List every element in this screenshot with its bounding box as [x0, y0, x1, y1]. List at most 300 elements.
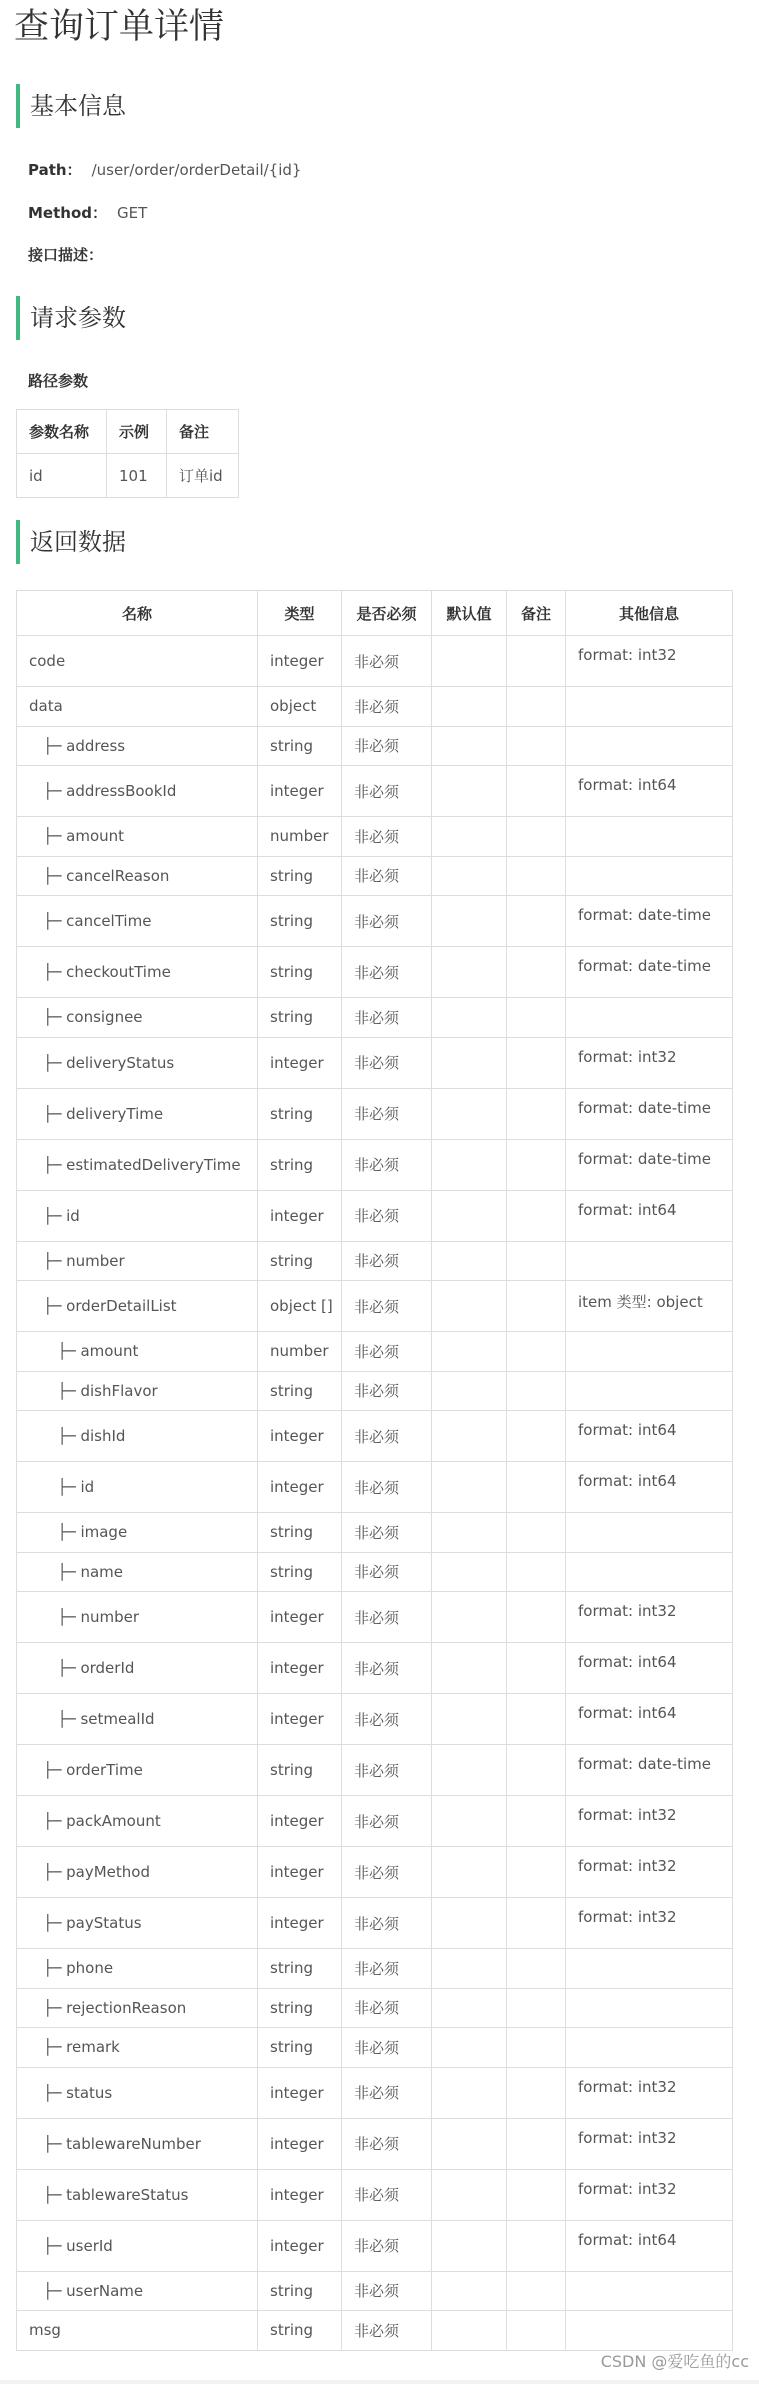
field-default-cell	[432, 636, 507, 687]
field-name-cell	[17, 1552, 258, 1592]
field-name: setmealId	[80, 1710, 155, 1728]
table-row	[17, 2028, 733, 2068]
field-remark-cell	[507, 947, 566, 998]
field-name: amount	[66, 827, 125, 846]
field-default-cell	[432, 1847, 507, 1898]
field-default-cell	[432, 726, 507, 766]
field-other-info-cell	[566, 1332, 733, 1372]
field-remark-cell	[507, 2067, 566, 2118]
field-name: orderTime	[66, 1761, 143, 1779]
path-params-title: 路径参数	[28, 372, 89, 390]
field-type-cell: integer	[258, 766, 342, 817]
path-params-header-name: 参数名称	[17, 410, 107, 454]
field-name: cancelReason	[66, 866, 170, 885]
field-default-cell	[432, 2311, 507, 2351]
field-default-cell	[432, 1241, 507, 1281]
field-remark-cell	[507, 1037, 566, 1088]
field-remark-cell	[507, 1281, 566, 1332]
field-name-cell	[17, 636, 258, 687]
path-params-header-row	[17, 410, 239, 454]
field-name: image	[80, 1523, 128, 1542]
response-header-row	[17, 591, 733, 636]
field-required-cell: 非必须	[342, 1462, 432, 1513]
field-type-cell: integer	[258, 1037, 342, 1088]
field-remark-cell	[507, 1847, 566, 1898]
field-remark-cell	[507, 2118, 566, 2169]
table-row	[17, 636, 733, 687]
response-table	[16, 590, 733, 2351]
path-params-header-example: 示例	[107, 410, 167, 454]
field-default-cell	[432, 1745, 507, 1796]
table-row	[17, 1411, 733, 1462]
field-name-cell	[17, 2169, 258, 2220]
param-remark-cell: 订单id	[167, 454, 239, 498]
field-type-cell: string	[258, 1988, 342, 2028]
field-name: payMethod	[66, 1863, 150, 1881]
param-example-cell: 101	[107, 454, 167, 498]
field-name: msg	[29, 2321, 61, 2340]
tree-branch-icon: ├─	[29, 912, 67, 930]
field-name: estimatedDeliveryTime	[66, 1155, 241, 1174]
field-other-info-cell: format: int64	[566, 1643, 733, 1694]
response-table-body	[17, 636, 733, 2351]
field-default-cell	[432, 1088, 507, 1139]
tree-branch-icon: ├─	[29, 1008, 67, 1027]
field-name: number	[66, 1251, 125, 1270]
field-required-cell: 非必须	[342, 2271, 432, 2311]
field-type-cell: integer	[258, 1898, 342, 1949]
field-remark-cell	[507, 2220, 566, 2271]
table-row	[17, 1037, 733, 1088]
field-type-cell: integer	[258, 2169, 342, 2220]
field-required-cell: 非必须	[342, 1592, 432, 1643]
section-heading-response-data: 返回数据	[16, 520, 126, 564]
field-other-info-cell: format: int64	[566, 1694, 733, 1745]
field-type-cell: string	[258, 726, 342, 766]
field-other-info-cell: format: int64	[566, 2220, 733, 2271]
field-name: status	[66, 2083, 113, 2102]
field-default-cell	[432, 1552, 507, 1592]
field-other-info-cell	[566, 1552, 733, 1592]
section-heading-basic-info: 基本信息	[16, 84, 126, 128]
field-name: address	[66, 736, 126, 755]
field-remark-cell	[507, 2311, 566, 2351]
field-name-cell	[17, 1462, 258, 1513]
field-name: consignee	[66, 1008, 143, 1027]
field-name-cell	[17, 1949, 258, 1989]
field-other-info-cell	[566, 998, 733, 1038]
field-default-cell	[432, 1898, 507, 1949]
field-name: checkoutTime	[66, 963, 171, 981]
field-name-cell	[17, 1332, 258, 1372]
tree-branch-icon: ├─	[29, 1959, 67, 1978]
field-remark-cell	[507, 687, 566, 727]
field-name-cell	[17, 1694, 258, 1745]
field-type-cell: object []	[258, 1281, 342, 1332]
field-name: number	[80, 1608, 139, 1626]
field-required-cell: 非必须	[342, 1088, 432, 1139]
field-name-cell	[17, 947, 258, 998]
method-row	[28, 203, 147, 223]
field-name-cell	[17, 1088, 258, 1139]
field-name: dishId	[80, 1427, 126, 1445]
table-row	[17, 1847, 733, 1898]
field-other-info-cell: format: int64	[566, 1411, 733, 1462]
field-required-cell: 非必须	[342, 1847, 432, 1898]
field-required-cell: 非必须	[342, 998, 432, 1038]
field-other-info-cell: format: int32	[566, 1592, 733, 1643]
table-row	[17, 2118, 733, 2169]
table-row	[17, 1371, 733, 1411]
field-default-cell	[432, 2220, 507, 2271]
field-remark-cell	[507, 1988, 566, 2028]
field-remark-cell	[507, 2169, 566, 2220]
table-row	[17, 1281, 733, 1332]
field-type-cell: string	[258, 2028, 342, 2068]
path-label: Path：	[28, 161, 82, 179]
field-remark-cell	[507, 998, 566, 1038]
field-default-cell	[432, 1513, 507, 1553]
table-row	[17, 726, 733, 766]
header-default: 默认值	[432, 591, 507, 636]
field-required-cell: 非必须	[342, 1694, 432, 1745]
field-other-info-cell	[566, 2028, 733, 2068]
field-required-cell: 非必须	[342, 1949, 432, 1989]
table-row	[17, 817, 733, 857]
field-required-cell: 非必须	[342, 817, 432, 857]
field-other-info-cell: format: int32	[566, 636, 733, 687]
table-row	[17, 1643, 733, 1694]
table-row	[17, 1745, 733, 1796]
field-default-cell	[432, 2067, 507, 2118]
field-name: tablewareNumber	[66, 2134, 201, 2153]
field-default-cell	[432, 1643, 507, 1694]
field-remark-cell	[507, 1332, 566, 1372]
field-other-info-cell: item 类型: object	[566, 1281, 733, 1332]
field-name: name	[80, 1562, 123, 1581]
field-type-cell: string	[258, 1513, 342, 1553]
field-name: orderId	[80, 1659, 135, 1677]
tree-branch-icon: ├─	[29, 2281, 67, 2300]
table-row	[17, 766, 733, 817]
table-row	[17, 2271, 733, 2311]
header-remark: 备注	[507, 591, 566, 636]
field-name-cell	[17, 856, 258, 896]
field-default-cell	[432, 2169, 507, 2220]
tree-branch-icon: ├─	[29, 1914, 67, 1932]
field-name: phone	[66, 1959, 114, 1978]
field-type-cell: integer	[258, 2118, 342, 2169]
field-name: userId	[66, 2236, 113, 2255]
field-default-cell	[432, 1037, 507, 1088]
field-required-cell: 非必须	[342, 2028, 432, 2068]
field-name-cell	[17, 1037, 258, 1088]
table-row	[17, 1552, 733, 1592]
tree-branch-icon: ├─	[29, 827, 67, 846]
field-remark-cell	[507, 766, 566, 817]
table-row	[17, 1513, 733, 1553]
section-heading-request-params: 请求参数	[16, 296, 126, 340]
field-required-cell: 非必须	[342, 687, 432, 727]
field-other-info-cell	[566, 1513, 733, 1553]
tree-branch-icon: ├─	[29, 1053, 67, 1072]
field-type-cell: integer	[258, 2220, 342, 2271]
field-other-info-cell: format: int64	[566, 1462, 733, 1513]
tree-branch-icon: ├─	[29, 1104, 67, 1123]
field-default-cell	[432, 1411, 507, 1462]
field-required-cell: 非必须	[342, 2118, 432, 2169]
field-other-info-cell: format: int32	[566, 2169, 733, 2220]
field-required-cell: 非必须	[342, 947, 432, 998]
field-name-cell	[17, 1241, 258, 1281]
field-remark-cell	[507, 856, 566, 896]
field-required-cell: 非必须	[342, 2067, 432, 2118]
field-other-info-cell: format: int32	[566, 2067, 733, 2118]
table-row	[17, 454, 239, 498]
tree-branch-icon: ├─	[29, 1761, 67, 1779]
field-required-cell: 非必须	[342, 1281, 432, 1332]
field-required-cell: 非必须	[342, 636, 432, 687]
field-name: dishFlavor	[80, 1381, 158, 1400]
table-row	[17, 2220, 733, 2271]
table-row	[17, 1462, 733, 1513]
table-row	[17, 998, 733, 1038]
tree-branch-icon: ├─	[29, 1251, 67, 1270]
field-required-cell: 非必须	[342, 1988, 432, 2028]
field-other-info-cell: format: int32	[566, 1847, 733, 1898]
tree-branch-icon: ├─	[29, 1863, 67, 1881]
field-name: id	[80, 1478, 95, 1496]
field-type-cell: integer	[258, 1694, 342, 1745]
field-name: code	[29, 652, 66, 670]
header-name: 名称	[17, 591, 258, 636]
field-type-cell: integer	[258, 1796, 342, 1847]
field-required-cell: 非必须	[342, 1796, 432, 1847]
table-row	[17, 856, 733, 896]
field-type-cell: integer	[258, 1592, 342, 1643]
field-required-cell: 非必须	[342, 896, 432, 947]
field-remark-cell	[507, 1513, 566, 1553]
field-required-cell: 非必须	[342, 726, 432, 766]
field-required-cell: 非必须	[342, 1241, 432, 1281]
page-title: 查询订单详情	[14, 7, 225, 47]
tree-branch-icon: ├─	[29, 782, 67, 800]
header-required: 是否必须	[342, 591, 432, 636]
tree-branch-icon: ├─	[29, 1478, 81, 1496]
table-row	[17, 1988, 733, 2028]
field-remark-cell	[507, 2271, 566, 2311]
field-default-cell	[432, 896, 507, 947]
field-type-cell: string	[258, 1552, 342, 1592]
field-type-cell: integer	[258, 1462, 342, 1513]
field-type-cell: string	[258, 1745, 342, 1796]
field-name: userName	[66, 2281, 144, 2300]
field-name-cell	[17, 766, 258, 817]
field-remark-cell	[507, 1643, 566, 1694]
field-name-cell	[17, 1281, 258, 1332]
field-type-cell: object	[258, 687, 342, 727]
field-remark-cell	[507, 726, 566, 766]
table-row	[17, 896, 733, 947]
field-type-cell: string	[258, 998, 342, 1038]
table-row	[17, 1241, 733, 1281]
field-required-cell: 非必须	[342, 1332, 432, 1372]
field-name: remark	[66, 2038, 120, 2057]
field-default-cell	[432, 1949, 507, 1989]
field-name-cell	[17, 2028, 258, 2068]
field-name: id	[66, 1206, 80, 1225]
field-remark-cell	[507, 1552, 566, 1592]
field-other-info-cell	[566, 817, 733, 857]
table-row	[17, 1332, 733, 1372]
field-name: addressBookId	[66, 782, 177, 800]
field-name-cell	[17, 1745, 258, 1796]
field-type-cell: string	[258, 1088, 342, 1139]
field-remark-cell	[507, 1898, 566, 1949]
field-type-cell: string	[258, 2271, 342, 2311]
field-remark-cell	[507, 636, 566, 687]
tree-branch-icon: ├─	[29, 2038, 67, 2057]
field-default-cell	[432, 2028, 507, 2068]
field-name-cell	[17, 1592, 258, 1643]
field-required-cell: 非必须	[342, 2220, 432, 2271]
field-type-cell: string	[258, 1949, 342, 1989]
tree-branch-icon: ├─	[29, 1206, 67, 1225]
field-required-cell: 非必须	[342, 1898, 432, 1949]
field-remark-cell	[507, 1694, 566, 1745]
tree-branch-icon: ├─	[29, 1297, 67, 1315]
field-other-info-cell	[566, 726, 733, 766]
field-type-cell: integer	[258, 1190, 342, 1241]
tree-branch-icon: ├─	[29, 1998, 67, 2017]
field-remark-cell	[507, 1745, 566, 1796]
field-name-cell	[17, 1898, 258, 1949]
field-name: data	[29, 697, 63, 716]
path-params-table	[16, 409, 239, 498]
field-name: cancelTime	[66, 912, 152, 930]
path-params-header-remark: 备注	[167, 410, 239, 454]
field-required-cell: 非必须	[342, 856, 432, 896]
field-name: deliveryTime	[66, 1104, 164, 1123]
tree-branch-icon: ├─	[29, 1659, 81, 1677]
field-type-cell: string	[258, 947, 342, 998]
tree-branch-icon: ├─	[29, 1155, 67, 1174]
description-row	[28, 245, 103, 265]
table-row	[17, 2169, 733, 2220]
field-other-info-cell	[566, 687, 733, 727]
field-other-info-cell	[566, 1241, 733, 1281]
table-row	[17, 2067, 733, 2118]
tree-branch-icon: ├─	[29, 2236, 67, 2255]
field-type-cell: string	[258, 2311, 342, 2351]
field-default-cell	[432, 1371, 507, 1411]
field-name-cell	[17, 1643, 258, 1694]
field-name-cell	[17, 1796, 258, 1847]
tree-branch-icon: ├─	[29, 963, 67, 981]
tree-branch-icon: ├─	[29, 1427, 81, 1445]
field-default-cell	[432, 1139, 507, 1190]
table-row	[17, 1592, 733, 1643]
field-other-info-cell	[566, 856, 733, 896]
field-name-cell	[17, 2067, 258, 2118]
field-required-cell: 非必须	[342, 2169, 432, 2220]
field-default-cell	[432, 1462, 507, 1513]
field-other-info-cell	[566, 2271, 733, 2311]
field-default-cell	[432, 2118, 507, 2169]
method-label: Method：	[28, 204, 107, 222]
field-default-cell	[432, 1592, 507, 1643]
field-type-cell: integer	[258, 636, 342, 687]
table-row	[17, 947, 733, 998]
field-default-cell	[432, 1694, 507, 1745]
header-type: 类型	[258, 591, 342, 636]
field-remark-cell	[507, 1371, 566, 1411]
field-other-info-cell: format: int32	[566, 1796, 733, 1847]
field-type-cell: number	[258, 1332, 342, 1372]
table-row	[17, 1088, 733, 1139]
description-label: 接口描述：	[28, 246, 104, 264]
table-row	[17, 1139, 733, 1190]
tree-branch-icon: ├─	[29, 1381, 81, 1400]
tree-branch-icon: ├─	[29, 1710, 81, 1728]
field-remark-cell	[507, 1190, 566, 1241]
field-remark-cell	[507, 1796, 566, 1847]
table-row	[17, 1190, 733, 1241]
field-default-cell	[432, 947, 507, 998]
field-default-cell	[432, 1988, 507, 2028]
path-row	[28, 160, 301, 180]
field-required-cell: 非必须	[342, 1190, 432, 1241]
field-name: tablewareStatus	[66, 2185, 189, 2204]
param-name-cell: id	[17, 454, 107, 498]
field-type-cell: string	[258, 1241, 342, 1281]
field-type-cell: integer	[258, 1411, 342, 1462]
field-name-cell	[17, 998, 258, 1038]
field-other-info-cell: format: date-time	[566, 1139, 733, 1190]
field-type-cell: number	[258, 817, 342, 857]
field-required-cell: 非必须	[342, 1371, 432, 1411]
field-default-cell	[432, 766, 507, 817]
field-name: amount	[80, 1342, 139, 1361]
field-name-cell	[17, 896, 258, 947]
field-other-info-cell	[566, 1371, 733, 1411]
field-name-cell	[17, 1988, 258, 2028]
field-other-info-cell: format: int32	[566, 1037, 733, 1088]
tree-branch-icon: ├─	[29, 2185, 67, 2204]
field-remark-cell	[507, 2028, 566, 2068]
field-name-cell	[17, 1139, 258, 1190]
field-name: packAmount	[66, 1812, 161, 1830]
field-type-cell: integer	[258, 1847, 342, 1898]
field-required-cell: 非必须	[342, 1411, 432, 1462]
field-remark-cell	[507, 1088, 566, 1139]
tree-branch-icon: ├─	[29, 1608, 81, 1626]
tree-branch-icon: ├─	[29, 736, 67, 755]
field-other-info-cell: format: int64	[566, 1190, 733, 1241]
field-other-info-cell: format: date-time	[566, 1745, 733, 1796]
field-other-info-cell: format: int32	[566, 2118, 733, 2169]
tree-branch-icon: ├─	[29, 1342, 81, 1361]
field-required-cell: 非必须	[342, 1643, 432, 1694]
table-row	[17, 2311, 733, 2351]
field-remark-cell	[507, 1592, 566, 1643]
field-name: rejectionReason	[66, 1998, 187, 2017]
tree-branch-icon: ├─	[29, 866, 67, 885]
field-default-cell	[432, 687, 507, 727]
field-name-cell	[17, 1190, 258, 1241]
table-row	[17, 687, 733, 727]
tree-branch-icon: ├─	[29, 2083, 67, 2102]
